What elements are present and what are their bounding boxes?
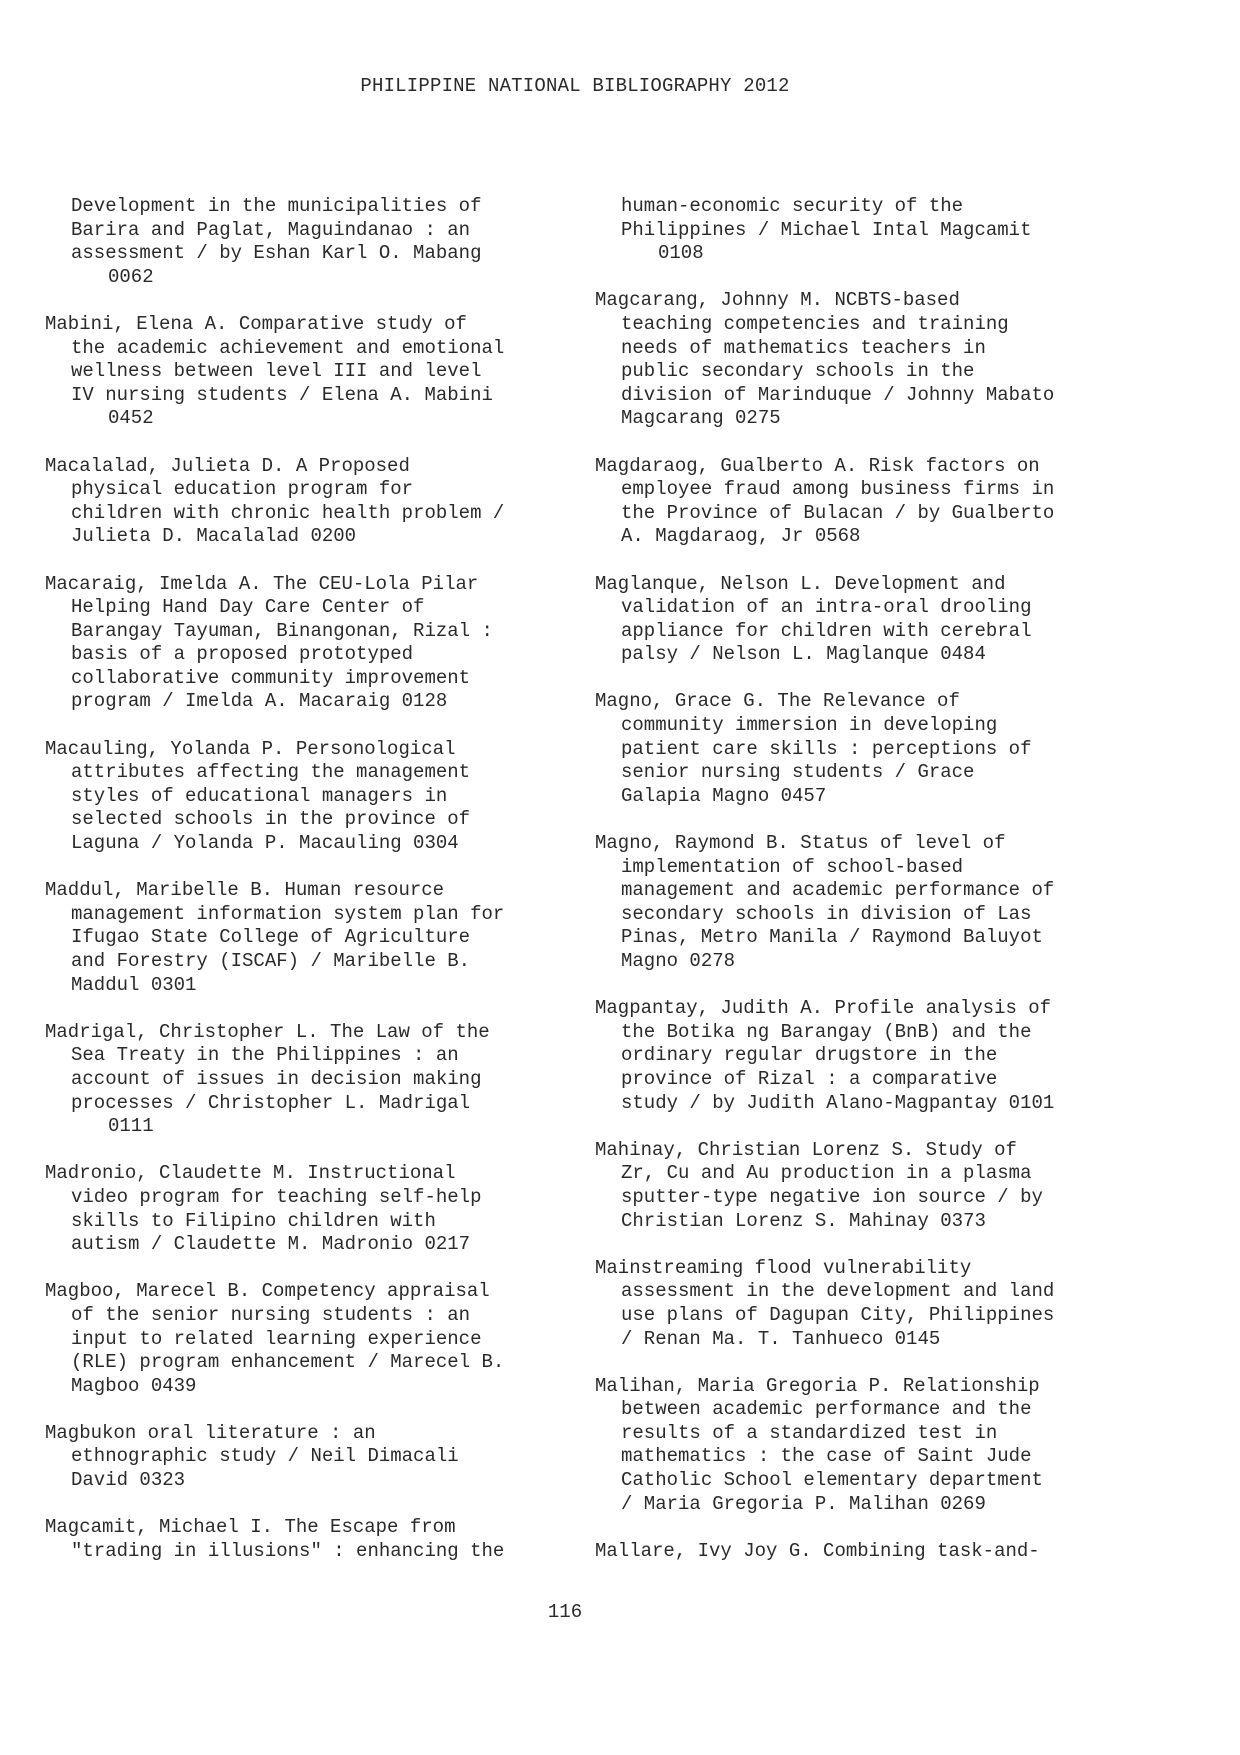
entry-line: input to related learning experience [71,1327,482,1350]
bibliography-entry [45,1280,585,1398]
entry-line: use plans of Dagupan City, Philippines [621,1303,1055,1326]
entry-record-number: 0062 [108,265,154,288]
entry-line: styles of educational managers in [71,784,448,807]
entry-line: senior nursing students / Grace [621,761,975,784]
entry-line: collaborative community improvement [71,666,471,689]
entry-line: Magcamit, Michael I. The Escape from [45,1516,456,1539]
entry-line: Magbukon oral literature : an [45,1421,376,1444]
bibliography-entry [45,195,585,289]
bibliography-entry [595,832,1135,974]
bibliography-entry [45,1422,585,1493]
entry-line: employee fraud among business firms in [621,478,1055,501]
entry-line: IV nursing students / Elena A. Mabini [71,383,493,406]
entry-line: of the senior nursing students : an [71,1303,471,1326]
entry-line: results of a standardized test in [621,1421,998,1444]
entry-line: physical education program for [71,478,414,501]
entry-line: skills to Filipino children with [71,1209,436,1232]
entry-line: Galapia Magno 0457 [621,784,827,807]
bibliography-entry [45,1516,585,1563]
entry-line: children with chronic health problem / [71,501,505,524]
entry-line: (RLE) program enhancement / Marecel B. [71,1351,505,1374]
bibliography-entry [45,1021,585,1139]
bibliography-entry [595,289,1135,431]
entry-line: division of Marinduque / Johnny Mabato [621,383,1055,406]
bibliography-entry [595,573,1135,667]
right-column [595,195,1135,1587]
entry-line: patient care skills : perceptions of [621,737,1032,760]
bibliography-entry [595,1139,1135,1233]
bibliography-entry [595,455,1135,549]
entry-line: public secondary schools in the [621,360,975,383]
entry-line: Macaraig, Imelda A. The CEU-Lola Pilar [45,572,479,595]
entry-line: Mahinay, Christian Lorenz S. Study of [595,1138,1017,1161]
entry-line: Barangay Tayuman, Binangonan, Rizal : [71,619,493,642]
running-header: PHILIPPINE NATIONAL BIBLIOGRAPHY 2012 [360,75,790,97]
bibliography-entry [595,997,1135,1115]
entry-line: "trading in illusions" : enhancing the [71,1539,505,1562]
entry-line: autism / Claudette M. Madronio 0217 [71,1233,471,1256]
entry-line: sputter-type negative ion source / by [621,1185,1043,1208]
entry-line: Magdaraog, Gualberto A. Risk factors on [595,454,1040,477]
entry-line: the Botika ng Barangay (BnB) and the [621,1020,1032,1043]
entry-line: selected schools in the province of [71,808,471,831]
entry-line: palsy / Nelson L. Maglanque 0484 [621,643,986,666]
entry-line: Magpantay, Judith A. Profile analysis of [595,997,1052,1020]
entry-line: management information system plan for [71,902,505,925]
entry-line: Catholic School elementary department [621,1469,1043,1492]
entry-line: needs of mathematics teachers in [621,336,986,359]
entry-line: the Province of Bulacan / by Gualberto [621,501,1055,524]
entry-line: Macalalad, Julieta D. A Proposed [45,454,410,477]
entry-line: attributes affecting the management [71,761,471,784]
entry-line: Julieta D. Macalalad 0200 [71,525,357,548]
entry-line: Sea Treaty in the Philippines : an [71,1044,459,1067]
entry-line: between academic performance and the [621,1398,1032,1421]
entry-line: ethnographic study / Neil Dimacali [71,1445,459,1468]
entry-line: teaching competencies and training [621,312,1009,335]
entry-line: the academic achievement and emotional [71,336,505,359]
entry-line: Magno 0278 [621,950,736,972]
bibliography-entry [595,1375,1135,1517]
bibliography-entry [45,455,585,549]
entry-line: Macauling, Yolanda P. Personological [45,737,456,760]
entry-line: Magcarang, Johnny M. NCBTS-based [595,289,960,312]
entry-line: wellness between level III and level [71,360,482,383]
entry-line: Mainstreaming flood vulnerability [595,1256,972,1279]
entry-line: program / Imelda A. Macaraig 0128 [71,690,448,713]
bibliography-entry [595,1540,1135,1564]
bibliography-entry [595,195,1135,266]
entry-line: Pinas, Metro Manila / Raymond Baluyot [621,926,1043,949]
entry-line: mathematics : the case of Saint Jude [621,1445,1032,1468]
left-column [45,195,585,1587]
entry-record-number: 0111 [108,1115,154,1138]
entry-line: video program for teaching self-help [71,1185,482,1208]
entry-line: Zr, Cu and Au production in a plasma [621,1162,1032,1185]
entry-line: Ifugao State College of Agriculture [71,926,471,949]
entry-line: Barira and Paglat, Maguindanao : an [71,218,471,241]
entry-line: basis of a proposed prototyped [71,643,414,666]
page-number: 116 [547,1601,583,1623]
entry-line: Laguna / Yolanda P. Macauling 0304 [71,832,459,855]
entry-line: Maddul, Maribelle B. Human resource [45,879,445,902]
bibliography-entry [45,313,585,431]
entry-line: Magboo 0439 [71,1374,197,1397]
entry-line: Christian Lorenz S. Mahinay 0373 [621,1209,986,1232]
bibliography-entry [595,1257,1135,1351]
entry-line: human-economic security of the [621,195,964,217]
entry-line: Magno, Raymond B. Status of level of [595,832,1006,855]
entry-line: Development in the municipalities of [71,195,482,217]
entry-line: account of issues in decision making [71,1067,482,1090]
entry-line: secondary schools in division of Las [621,902,1032,925]
entry-line: study / by Judith Alano-Magpantay 0101 [621,1091,1055,1114]
bibliography-entry [45,1162,585,1256]
entry-line: / Maria Gregoria P. Malihan 0269 [621,1492,986,1515]
entry-line: assessment / by Eshan Karl O. Mabang [71,242,482,265]
bibliography-entry [595,690,1135,808]
entry-line: Malihan, Maria Gregoria P. Relationship [595,1374,1040,1397]
entry-line: Magboo, Marecel B. Competency appraisal [45,1280,490,1303]
entry-line: ordinary regular drugstore in the [621,1044,998,1067]
bibliography-entry [45,738,585,856]
entry-line: Maddul 0301 [71,973,197,996]
entry-line: Magcarang 0275 [621,407,781,430]
entry-line: processes / Christopher L. Madrigal [71,1091,471,1114]
entry-line: Philippines / Michael Intal Magcamit [621,218,1032,241]
entry-line: David 0323 [71,1469,186,1492]
entry-line: A. Magdaraog, Jr 0568 [621,525,861,548]
entry-line: implementation of school-based [621,855,964,878]
entry-record-number: 0108 [658,242,704,265]
entry-line: Madronio, Claudette M. Instructional [45,1162,456,1185]
entry-line: validation of an intra-oral drooling [621,596,1032,619]
entry-line: Maglanque, Nelson L. Development and [595,572,1006,595]
entry-line: Helping Hand Day Care Center of [71,596,425,619]
entry-line: management and academic performance of [621,879,1055,902]
entry-line: province of Rizal : a comparative [621,1067,998,1090]
entry-line: Madrigal, Christopher L. The Law of the [45,1020,490,1043]
entry-line: / Renan Ma. T. Tanhueco 0145 [621,1327,941,1350]
entry-line: assessment in the development and land [621,1280,1055,1303]
bibliography-entry [45,879,585,997]
entry-line: community immersion in developing [621,714,998,737]
entry-line: and Forestry (ISCAF) / Maribelle B. [71,950,471,972]
entry-line: appliance for children with cerebral [621,619,1032,642]
entry-line: Magno, Grace G. The Relevance of [595,690,960,713]
bibliography-entry [45,573,585,715]
entry-line: Mallare, Ivy Joy G. Combining task-and- [595,1539,1040,1562]
entry-record-number: 0452 [108,407,154,430]
entry-line: Mabini, Elena A. Comparative study of [45,312,467,335]
